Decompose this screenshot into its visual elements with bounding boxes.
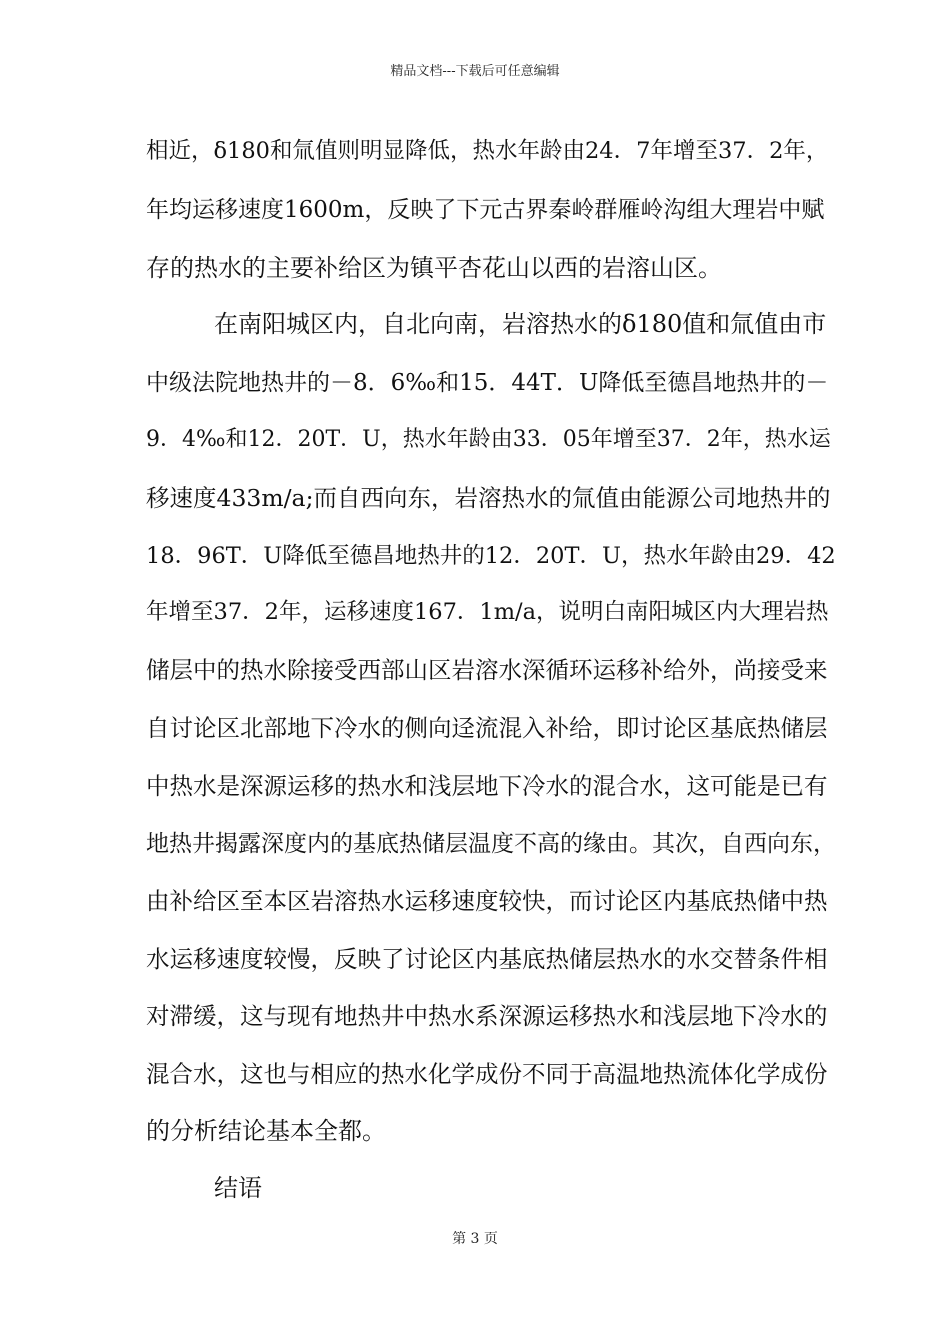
paragraph-line: 地热井揭露深度内的基底热储层温度不高的缘由。其次，自西向东， (146, 831, 836, 857)
section-heading: 结语 (214, 1174, 262, 1202)
paragraph-line: 在南阳城区内，自北向南，岩溶热水的δ180值和氚值由市 (214, 310, 827, 338)
paragraph-line: 对滞缓，这与现有地热井中热水系深源运移热水和浅层地下冷水的 (146, 1002, 828, 1030)
paragraph-line: 中级法院地热井的－8．6‰和15．44T．U降低至德昌地热井的－ (146, 370, 829, 396)
paragraph-line: 储层中的热水除接受西部山区岩溶水深循环运移补给外，尚接受来 (146, 656, 828, 684)
page-header: 精品文档---下载后可任意编辑 (390, 64, 560, 79)
paragraph-line: 存的热水的主要补给区为镇平杏花山以西的岩溶山区。 (146, 254, 722, 282)
paragraph-line: 9．4‰和12．20T．U，热水年龄由33．05年增至37．2年，热水运 (146, 427, 831, 452)
paragraph-line: 水运移速度较慢，反映了讨论区内基底热储层热水的水交替条件相 (146, 945, 828, 973)
paragraph-line: 年增至37．2年，运移速度167．1m/a，说明白南阳城区内大理岩热 (146, 599, 829, 625)
paragraph-line: 18．96T．U降低至德昌地热井的12．20T．U，热水年龄由29．42 (146, 543, 836, 569)
paragraph-line: 中热水是深源运移的热水和浅层地下冷水的混合水，这可能是已有 (146, 772, 828, 800)
paragraph-line: 年均运移速度1600m，反映了下元古界秦岭群雁岭沟组大理岩中赋 (146, 197, 825, 223)
paragraph-line: 自讨论区北部地下冷水的侧向迳流混入补给，即讨论区基底热储层 (146, 714, 828, 742)
paragraph-line: 移速度433m/a;而自西向东，岩溶热水的氚值由能源公司地热井的 (146, 484, 831, 512)
page-number: 第 3 页 (452, 1231, 498, 1247)
paragraph-line: 相近，δ180和氚值则明显降低，热水年龄由24．7年增至37．2年， (146, 138, 829, 164)
paragraph-line: 由补给区至本区岩溶热水运移速度较快，而讨论区内基底热储中热 (146, 887, 828, 915)
paragraph-line: 混合水，这也与相应的热水化学成份不同于高温地热流体化学成份 (146, 1060, 828, 1088)
paragraph-line: 的分析结论基本全都。 (146, 1117, 386, 1145)
